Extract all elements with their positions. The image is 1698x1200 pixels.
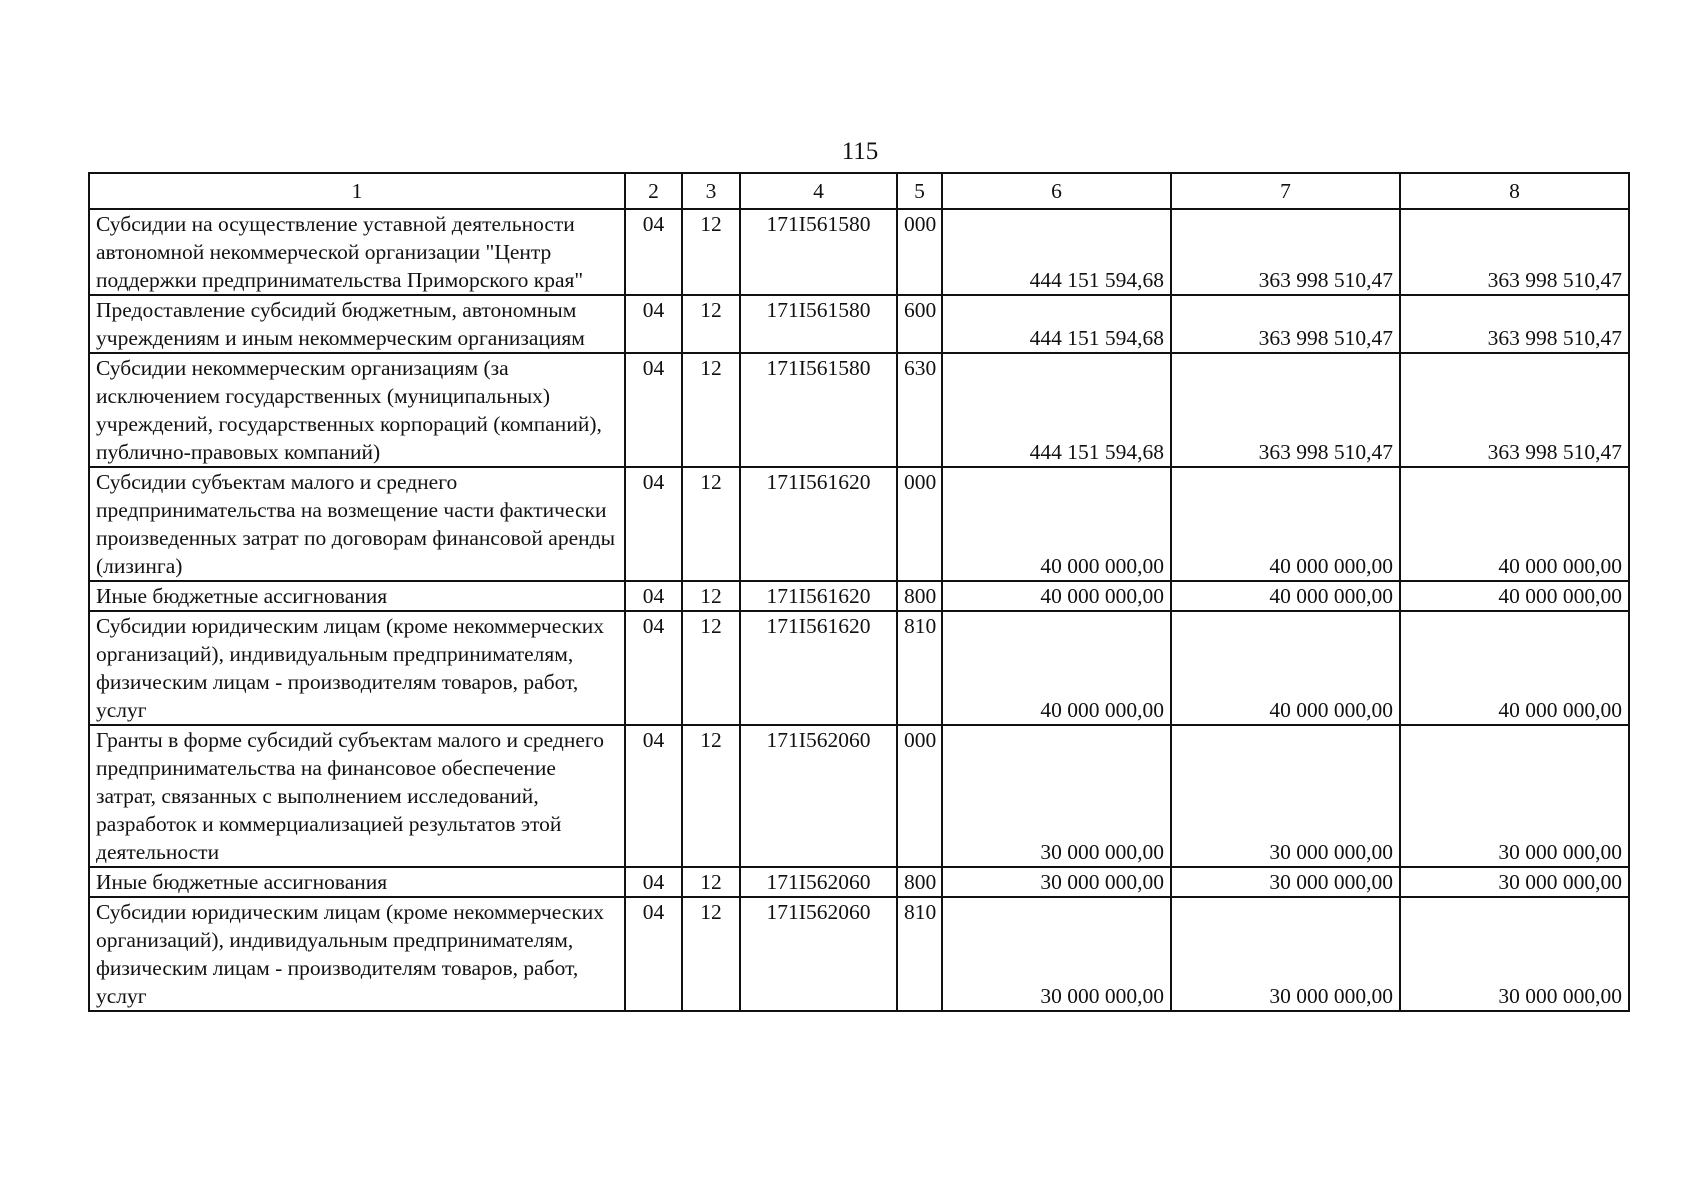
section-code: 04 (625, 209, 682, 295)
subsection-code: 12 (682, 611, 740, 725)
item-name: Субсидии юридическим лицам (кроме некоммерческих организаций), индивидуальным предпринимателям, физическим лицам - производителям товаров, работ, услуг (89, 611, 625, 725)
amount-col-8: 30 000 000,00 (1400, 897, 1629, 1011)
section-code: 04 (625, 611, 682, 725)
header-cell-8: 8 (1400, 173, 1629, 209)
table-row (89, 725, 1629, 867)
item-name: Иные бюджетные ассигнования (89, 581, 625, 611)
amount-col-8: 363 998 510,47 (1400, 353, 1629, 467)
header-cell-2: 2 (625, 173, 682, 209)
amount-col-8: 363 998 510,47 (1400, 209, 1629, 295)
header-cell-6: 6 (942, 173, 1171, 209)
item-name: Гранты в форме субсидий субъектам малого и среднего предпринимательства на финансовое обеспечение затрат, связанных с выполнением исследований, разработок и коммерциализацией результатов этой деятельности (89, 725, 625, 867)
target-article-code: 171I562060 (740, 867, 897, 897)
amount-col-6: 40 000 000,00 (942, 467, 1171, 581)
target-article-code: 171I562060 (740, 725, 897, 867)
header-cell-7: 7 (1171, 173, 1400, 209)
table-row (89, 353, 1629, 467)
amount-col-8: 363 998 510,47 (1400, 295, 1629, 353)
subsection-code: 12 (682, 295, 740, 353)
amount-col-8: 40 000 000,00 (1400, 611, 1629, 725)
expense-type-code: 800 (897, 581, 942, 611)
item-name: Субсидии юридическим лицам (кроме некоммерческих организаций), индивидуальным предпринимателям, физическим лицам - производителям товаров, работ, услуг (89, 897, 625, 1011)
amount-col-6: 444 151 594,68 (942, 295, 1171, 353)
amount-col-6: 30 000 000,00 (942, 897, 1171, 1011)
header-row (89, 173, 1629, 209)
expense-type-code: 000 (897, 725, 942, 867)
expense-type-code: 000 (897, 209, 942, 295)
amount-col-6: 30 000 000,00 (942, 725, 1171, 867)
target-article-code: 171I561620 (740, 467, 897, 581)
table-row (89, 295, 1629, 353)
item-name: Предоставление субсидий бюджетным, автономным учреждениям и иным некоммерческим организациям (89, 295, 625, 353)
section-code: 04 (625, 867, 682, 897)
expense-type-code: 810 (897, 897, 942, 1011)
amount-col-8: 30 000 000,00 (1400, 867, 1629, 897)
amount-col-7: 40 000 000,00 (1171, 581, 1400, 611)
header-cell-1: 1 (89, 173, 625, 209)
subsection-code: 12 (682, 353, 740, 467)
expense-type-code: 000 (897, 467, 942, 581)
amount-col-7: 30 000 000,00 (1171, 867, 1400, 897)
amount-col-6: 444 151 594,68 (942, 353, 1171, 467)
amount-col-8: 40 000 000,00 (1400, 581, 1629, 611)
target-article-code: 171I561620 (740, 581, 897, 611)
amount-col-6: 40 000 000,00 (942, 581, 1171, 611)
amount-col-8: 40 000 000,00 (1400, 467, 1629, 581)
target-article-code: 171I561580 (740, 209, 897, 295)
item-name: Субсидии субъектам малого и среднего предпринимательства на возмещение части фактически произведенных затрат по договорам финансовой аренды (лизинга) (89, 467, 625, 581)
amount-col-7: 363 998 510,47 (1171, 209, 1400, 295)
amount-col-6: 444 151 594,68 (942, 209, 1171, 295)
target-article-code: 171I561580 (740, 295, 897, 353)
amount-col-6: 40 000 000,00 (942, 611, 1171, 725)
item-name: Иные бюджетные ассигнования (89, 867, 625, 897)
table-row (89, 611, 1629, 725)
target-article-code: 171I561580 (740, 353, 897, 467)
table-row (89, 209, 1629, 295)
table-row (89, 867, 1629, 897)
subsection-code: 12 (682, 209, 740, 295)
amount-col-7: 40 000 000,00 (1171, 611, 1400, 725)
amount-col-7: 40 000 000,00 (1171, 467, 1400, 581)
amount-col-8: 30 000 000,00 (1400, 725, 1629, 867)
amount-col-7: 30 000 000,00 (1171, 725, 1400, 867)
section-code: 04 (625, 295, 682, 353)
section-code: 04 (625, 897, 682, 1011)
header-cell-5: 5 (897, 173, 942, 209)
target-article-code: 171I562060 (740, 897, 897, 1011)
header-cell-3: 3 (682, 173, 740, 209)
table-row (89, 897, 1629, 1011)
amount-col-7: 363 998 510,47 (1171, 353, 1400, 467)
expense-type-code: 810 (897, 611, 942, 725)
subsection-code: 12 (682, 897, 740, 1011)
page-number: 115 (841, 138, 879, 165)
amount-col-7: 363 998 510,47 (1171, 295, 1400, 353)
amount-col-6: 30 000 000,00 (942, 867, 1171, 897)
expense-type-code: 800 (897, 867, 942, 897)
section-code: 04 (625, 467, 682, 581)
budget-table (88, 172, 1630, 1012)
section-code: 04 (625, 581, 682, 611)
subsection-code: 12 (682, 581, 740, 611)
subsection-code: 12 (682, 725, 740, 867)
table-row (89, 467, 1629, 581)
item-name: Субсидии некоммерческим организациям (за исключением государственных (муниципальных) учреждений, государственных корпораций (компаний), публично-правовых компаний) (89, 353, 625, 467)
amount-col-7: 30 000 000,00 (1171, 897, 1400, 1011)
subsection-code: 12 (682, 467, 740, 581)
subsection-code: 12 (682, 867, 740, 897)
header-cell-4: 4 (740, 173, 897, 209)
target-article-code: 171I561620 (740, 611, 897, 725)
table-row (89, 581, 1629, 611)
expense-type-code: 600 (897, 295, 942, 353)
section-code: 04 (625, 353, 682, 467)
section-code: 04 (625, 725, 682, 867)
expense-type-code: 630 (897, 353, 942, 467)
item-name: Субсидии на осуществление уставной деятельности автономной некоммерческой организации "Центр поддержки предпринимательства Приморского края" (89, 209, 625, 295)
